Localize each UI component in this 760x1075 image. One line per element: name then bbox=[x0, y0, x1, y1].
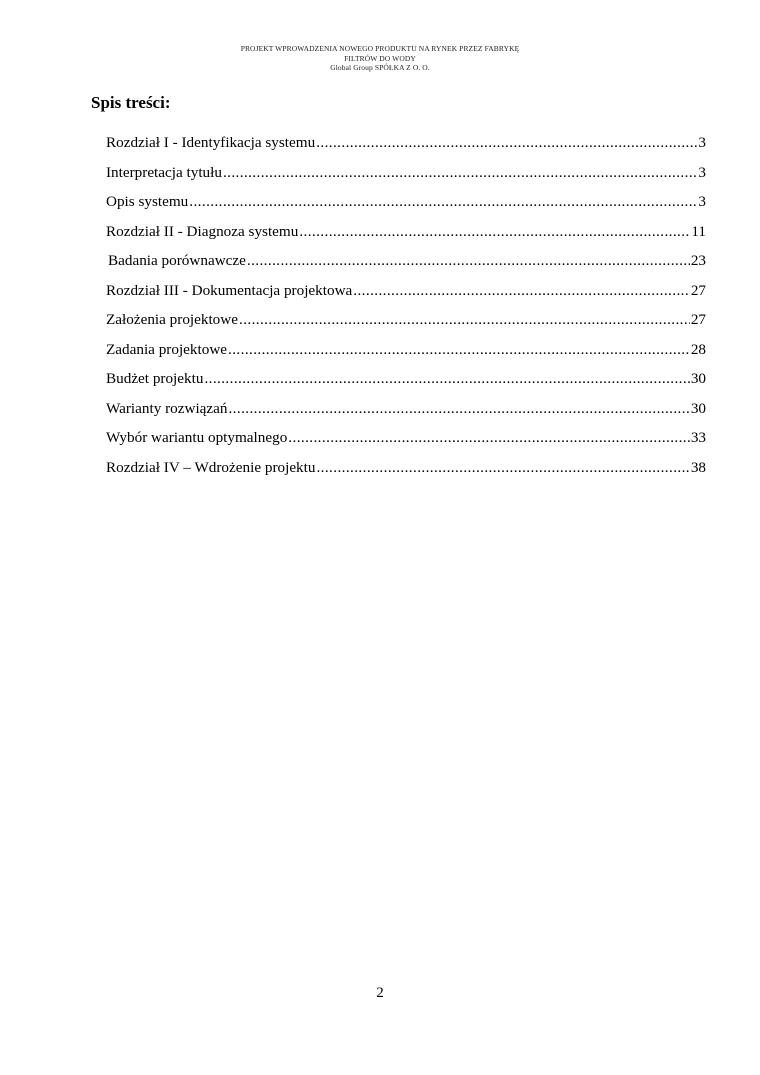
toc-leader-dots bbox=[223, 164, 697, 182]
toc-entry-badania-porownawcze[interactable] bbox=[106, 252, 706, 273]
toc-entry-label: Zadania projektowe bbox=[106, 340, 228, 358]
toc-entry-label: Rozdział III - Dokumentacja projektowa bbox=[106, 281, 353, 299]
toc-entry-page: 30 bbox=[690, 399, 706, 417]
toc-leader-dots bbox=[288, 429, 690, 447]
toc-leader-dots bbox=[247, 252, 690, 270]
toc-entry-interpretacja-tytulu[interactable] bbox=[106, 164, 706, 185]
toc-entry-label: Rozdział II - Diagnoza systemu bbox=[106, 222, 299, 240]
toc-leader-dots bbox=[299, 223, 690, 241]
toc-entry-label: Założenia projektowe bbox=[106, 311, 238, 328]
toc-entry-opis-systemu[interactable] bbox=[106, 193, 706, 214]
header-line-2: FILTRÓW DO WODY bbox=[344, 53, 416, 63]
toc-entry-label: Interpretacja tytułu bbox=[106, 163, 222, 181]
toc-entry-warianty-rozwiazan[interactable] bbox=[106, 400, 706, 421]
toc-entry-rozdzial-1[interactable] bbox=[106, 134, 706, 155]
toc-leader-dots bbox=[228, 400, 689, 418]
toc-entry-page: 3 bbox=[698, 193, 706, 210]
toc-entry-page: 33 bbox=[690, 429, 706, 446]
toc-entry-page: 30 bbox=[690, 370, 706, 387]
toc-leader-dots bbox=[189, 193, 697, 211]
header-line-1: PROJEKT WPROWADZENIA NOWEGO PRODUKTU NA RYNEK PRZEZ FABRYKĘ bbox=[240, 44, 520, 53]
toc-entry-page: 27 bbox=[690, 281, 706, 299]
toc-entry-rozdzial-2[interactable] bbox=[106, 223, 706, 244]
toc-entry-page: 3 bbox=[698, 134, 706, 151]
toc-entry-label: Warianty rozwiązań bbox=[106, 399, 228, 417]
toc-entry-rozdzial-3[interactable] bbox=[106, 282, 706, 303]
toc-entry-wybor-wariantu[interactable] bbox=[106, 429, 706, 450]
toc-entry-budzet-projektu[interactable] bbox=[106, 370, 706, 391]
running-header bbox=[0, 44, 760, 73]
toc-entry-page: 23 bbox=[690, 252, 706, 269]
toc-leader-dots bbox=[316, 134, 697, 152]
toc-entry-zalozenia-projektowe[interactable] bbox=[106, 311, 706, 332]
toc-entry-label: Budżet projektu bbox=[106, 370, 204, 387]
toc-entry-label: Rozdział IV – Wdrożenie projektu bbox=[106, 458, 316, 476]
toc-entry-zadania-projektowe[interactable] bbox=[106, 341, 706, 362]
table-of-contents bbox=[106, 134, 706, 488]
toc-entry-page: 3 bbox=[698, 163, 706, 181]
toc-entry-label: Opis systemu bbox=[106, 193, 189, 210]
toc-entry-rozdzial-4[interactable] bbox=[106, 459, 706, 480]
toc-leader-dots bbox=[204, 370, 689, 388]
toc-entry-label: Badania porównawcze bbox=[108, 252, 246, 269]
toc-leader-dots bbox=[228, 341, 690, 359]
toc-leader-dots bbox=[239, 311, 690, 329]
toc-entry-page: 11 bbox=[691, 222, 706, 240]
page-number: 2 bbox=[376, 985, 384, 1001]
toc-leader-dots bbox=[353, 282, 690, 300]
toc-entry-page: 38 bbox=[690, 458, 706, 476]
toc-entry-page: 28 bbox=[690, 340, 706, 358]
toc-title: Spis treści: bbox=[91, 93, 171, 112]
toc-entry-label: Wybór wariantu optymalnego bbox=[106, 429, 288, 446]
toc-entry-page: 27 bbox=[690, 311, 706, 328]
toc-leader-dots bbox=[316, 459, 689, 477]
header-line-3: Global Group SPÓŁKA Z O. O. bbox=[330, 63, 430, 73]
toc-entry-label: Rozdział I - Identyfikacja systemu bbox=[106, 134, 316, 151]
